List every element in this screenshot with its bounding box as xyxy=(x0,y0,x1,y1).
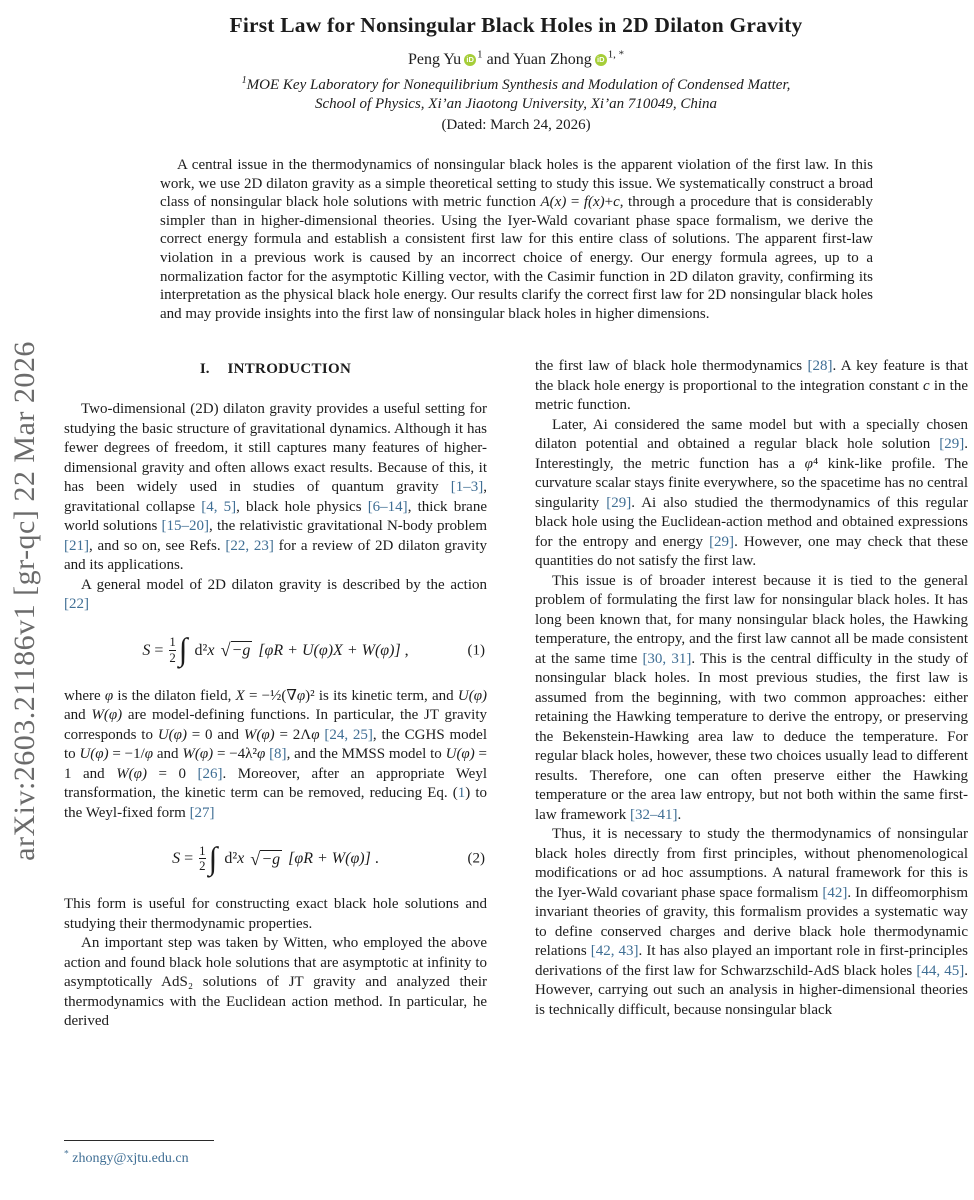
citation-link[interactable]: [15–20] xyxy=(161,518,210,535)
paragraph xyxy=(64,895,487,934)
text-run: . A key feature is that the black hole energy is proportional to the integration constant xyxy=(535,358,968,394)
dated-line: (Dated: March 24, 2026) xyxy=(441,117,591,133)
text-run: . Moreover, after an appropriate Weyl transformation, the kinetic term can be removed, reducing Eq. ( xyxy=(64,765,487,802)
fraction: $\frac{1}{2}$ xyxy=(169,635,176,665)
text-run: φ xyxy=(311,726,320,743)
section-title: INTRODUCTION xyxy=(227,361,352,378)
text-run: . Ai also studied the thermodynamics of this regular black hole using the Euclidean-action method and obtained expressions for the entropy and energy xyxy=(535,494,968,550)
text-run: , black hole physics xyxy=(236,498,368,515)
text-run xyxy=(214,642,218,660)
equation-math xyxy=(172,839,379,876)
text-run: + xyxy=(604,194,614,211)
text-run: U(φ) xyxy=(445,746,475,763)
citation-link[interactable]: [30, 31] xyxy=(642,650,692,667)
text-run: . xyxy=(370,850,379,868)
text-run: . In diffeomorphism invariant theories of gravity, this formalism provides a systematic way to define conserved charges and derive black hole thermodynamic relations xyxy=(535,884,968,960)
section-number: I. xyxy=(199,361,210,378)
text-run: This form is useful for constructing exact black hole solutions and studying their thermodynamic properties. xyxy=(64,896,487,932)
fraction: $\frac{1}{2}$ xyxy=(199,843,206,874)
text-run: . However, carrying out such an analysis in higher-dimensional theories is technically difficult, because nonsingular black xyxy=(535,962,968,1018)
text-run: . However, one may check that these quantities do not satisfy the first law. xyxy=(535,533,968,570)
text-run: = 1 and xyxy=(64,746,487,782)
citation-link[interactable]: [26] xyxy=(197,765,223,782)
paragraph xyxy=(64,934,487,1032)
text-run: A central issue in the thermodynamics of nonsingular black holes is the apparent violation of the first law. In this work, we use 2D dilaton gravity as a simple theoretical setting to study this issue. We systematically construct a broad class of nonsingular black hole solutions with metric function xyxy=(160,157,873,211)
text-run: . xyxy=(677,806,682,823)
text-run: x xyxy=(237,850,245,868)
citation-link[interactable]: [42] xyxy=(822,884,848,901)
abstract xyxy=(160,156,873,323)
text-run: W(φ) xyxy=(182,746,214,763)
citation-link[interactable]: [22] xyxy=(64,596,89,613)
citation-link[interactable]: [1–3] xyxy=(450,479,484,496)
integral-sign: ∫ xyxy=(208,839,218,876)
text-run: = xyxy=(180,850,198,868)
text-run: . It has also played an important role in first-principles derivations of the first law for Schwarzschild-AdS black holes xyxy=(535,943,968,979)
text-run: . This is the central difficulty in the study of nonsingular black holes. In most previous studies, the first law is assumed from the beginning, with two common approaches: either retaining the Hawking temperature to derive the entropy, or preserving the Bekenstein-Hawking area law to deduce the temperature. For regular black holes, however, these two choices usually lead to different results. Therefore, one can often preserve either the Hawking temperature or the area law entropy, but not both within the same first-law framework xyxy=(535,650,968,823)
citation-link[interactable]: [29] xyxy=(939,436,965,453)
paper-content xyxy=(64,0,968,1032)
paragraph xyxy=(64,400,487,576)
text-run: = −1/ xyxy=(108,746,145,763)
footnote-line xyxy=(64,1151,487,1167)
text-run: U(φ) xyxy=(79,746,109,763)
text-run: c xyxy=(613,194,620,211)
text-run: Thus, it is necessary to study the thermodynamics of nonsingular black holes directly from first principles, without phenomenological modifications or ad hoc assumptions. A natural framework for this is the Iyer-Wald covariant phase space formalism xyxy=(535,826,968,901)
text-run: , through a procedure that is considerably simpler than in higher-dimensional theories. Using the Iyer-Wald covariant phase space formalism, we derive the correct energy formula and establish a consistent first law for this entire class of solutions. The apparent first-law violation in a previous work is caused by an incorrect choice of energy. Our energy formula agrees, up to a normalization factor for the asymptotic Killing vector, with the Casimir function in 2D dilaton gravity, confirming its interpretation as the physical black hole energy. Our results clarify the correct first law for 2D nonsingular black holes and may provide insights into the first law of nonsingular black holes in higher dimensions. xyxy=(160,194,874,322)
superscript: 1 xyxy=(477,48,483,61)
footnote-rule xyxy=(64,1140,214,1141)
text-run: in the metric function. xyxy=(535,377,968,414)
text-run: S xyxy=(172,850,181,868)
text-run: MOE Key Laboratory for Nonequilibrium Synthesis and Modulation of Condensed Matter, xyxy=(246,77,791,93)
citation-link[interactable]: [6–14] xyxy=(367,498,408,515)
citation-link[interactable]: [22, 23] xyxy=(225,537,274,554)
text-run: for a review of 2D dilaton gravity and its applications. xyxy=(64,537,487,574)
equation xyxy=(64,837,487,881)
text-run: Peng Yu xyxy=(407,51,462,68)
citation-link[interactable]: [4, 5] xyxy=(201,498,237,515)
paper-header xyxy=(64,13,968,134)
column-left xyxy=(64,357,487,1032)
text-run: This issue is of broader interest because it is tied to the general problem of formulating the first law for nonsingular black holes. It has long been known that, for many nonsingular black holes, the Hawking temperature, the entropy, and the first law cannot all be made consistent at the same time xyxy=(535,572,968,667)
square-root: √ −g xyxy=(250,848,281,869)
text-run: , gravitational collapse xyxy=(64,479,487,515)
footnote-marker: * xyxy=(64,1149,69,1160)
text-run: = −4λ² xyxy=(213,746,257,763)
paper-title: First Law for Nonsingular Black Holes in 2D Dilaton Gravity xyxy=(229,13,803,37)
text-run: U(φ) xyxy=(457,687,487,704)
section-heading xyxy=(64,361,487,378)
equation-math xyxy=(142,631,409,668)
paragraph xyxy=(64,687,487,824)
citation-link[interactable]: 1 xyxy=(457,785,466,802)
text-run: φ xyxy=(804,455,813,472)
equation-number: (1) xyxy=(467,642,485,659)
text-run: and xyxy=(64,707,92,724)
text-run: = 0 and xyxy=(186,726,244,743)
text-run: W(φ) xyxy=(116,765,147,782)
citation-link[interactable]: [8] xyxy=(269,746,287,763)
text-run: is the dilaton field, xyxy=(113,687,236,704)
paragraph xyxy=(535,416,968,572)
citation-link[interactable]: [29] xyxy=(606,494,632,511)
text-run: , xyxy=(400,641,409,659)
text-run: , the relativistic gravitational N-body problem xyxy=(209,518,487,535)
text-run: A general model of 2D dilaton gravity is described by the action xyxy=(81,576,487,593)
equation-number: (2) xyxy=(467,850,485,867)
text-run xyxy=(244,850,248,868)
affiliation-line-1 xyxy=(64,76,968,95)
text-run: )² is its kinetic term, and xyxy=(305,687,458,704)
text-run: ⁴ kink-like profile. The curvature scalar stays finite everywhere, so the spacetime has no central singularity xyxy=(535,455,969,511)
text-run: φ xyxy=(256,746,266,763)
superscript: 1 xyxy=(241,75,247,86)
text-run: = −½(∇ xyxy=(244,687,297,704)
citation-link[interactable]: [29] xyxy=(709,533,735,550)
text-run: S xyxy=(142,641,151,659)
text-run: W(φ) xyxy=(91,707,123,724)
text-run: An important step was taken by Witten, who employed the above action and found black hole solutions that are asymptotic at infinity to asymptotically AdS₂ solutions of JT gravity and analyzed their thermodynamics with the Euclidean action method. In particular, he derived xyxy=(64,935,487,1030)
text-run: = xyxy=(566,194,584,211)
square-root: √ −g xyxy=(220,640,251,661)
affiliation-line-2: School of Physics, Xi’an Jiaotong University, Xi’an 710049, China xyxy=(314,96,718,112)
footnote xyxy=(64,1140,487,1167)
citation-link[interactable]: [21] xyxy=(64,537,89,554)
text-run: ) to the Weyl-fixed form xyxy=(64,785,487,821)
text-run: W(φ) xyxy=(243,726,275,743)
orcid-icon[interactable]: iD xyxy=(595,54,607,66)
citation-link[interactable]: [42, 43] xyxy=(590,943,639,960)
text-run: = xyxy=(150,641,168,659)
text-run: and xyxy=(153,746,183,763)
affiliation xyxy=(64,76,968,114)
superscript: 1, * xyxy=(607,48,625,61)
text-run: Two-dimensional (2D) dilaton gravity provides a useful setting for studying the basic structure of gravitational dynamics. Although it has fewer degrees of freedom, it still captures many features of higher-dimensional gravity and often allows exact results. Because of this, it has been widely used in studies of quantum gravity xyxy=(64,401,487,496)
text-run: [φR + W(φ)] xyxy=(288,850,371,868)
citation-link[interactable]: [44, 45] xyxy=(916,962,965,979)
text-run: φ xyxy=(144,746,154,763)
paragraph xyxy=(64,576,487,615)
text-run: and Yuan Zhong xyxy=(482,51,592,68)
text-run: A(x) xyxy=(540,194,567,211)
text-run: c xyxy=(922,377,930,394)
text-run: X xyxy=(235,687,245,704)
text-run: φ xyxy=(104,687,114,704)
integral-sign: ∫ xyxy=(178,631,188,668)
paragraph xyxy=(535,825,968,1020)
text-run: the first law of black hole thermodynamics xyxy=(535,358,808,375)
authors-line xyxy=(64,48,968,69)
two-column-body xyxy=(64,357,968,1032)
text-run: . Interestingly, the metric function has a xyxy=(535,436,968,472)
column-right xyxy=(535,357,968,1032)
text-run: = 2Λ xyxy=(274,726,312,743)
text-run: where xyxy=(64,687,105,704)
text-run: , and the MMSS model to xyxy=(286,746,446,763)
text-run: Later, Ai considered the same model but with a specially chosen dilaton potential and obtained a regular black hole solution xyxy=(535,416,968,453)
arxiv-watermark: arXiv:2603.21186v1 [gr-qc] 22 Mar 2026 xyxy=(8,341,41,861)
orcid-icon[interactable]: iD xyxy=(464,54,476,66)
text-run: d² xyxy=(190,641,208,659)
text-run: [φR + U(φ)X + W(φ)] xyxy=(258,641,401,659)
citation-link[interactable]: [27] xyxy=(189,804,215,821)
text-run: = 0 xyxy=(146,765,198,782)
text-run: U(φ) xyxy=(157,726,187,743)
text-run: are model-defining functions. In particular, the JT gravity corresponds to xyxy=(64,707,487,743)
text-run: , thick brane world solutions xyxy=(64,498,488,535)
equation xyxy=(64,629,487,673)
text-run: x xyxy=(207,641,215,659)
text-run: φ xyxy=(296,687,306,704)
citation-link[interactable]: [32–41] xyxy=(629,806,678,823)
paragraph xyxy=(535,572,968,826)
footnote-email-link[interactable]: zhongy@xjtu.edu.cn xyxy=(72,1151,189,1166)
text-run: , the CGHS model to xyxy=(64,726,487,763)
text-run: f(x) xyxy=(583,194,605,211)
text-run: d² xyxy=(220,850,238,868)
citation-link[interactable]: [28] xyxy=(807,358,833,375)
paragraph xyxy=(535,357,968,416)
text-run: , and so on, see Refs. xyxy=(89,537,226,554)
citation-link[interactable]: [24, 25] xyxy=(324,726,373,743)
